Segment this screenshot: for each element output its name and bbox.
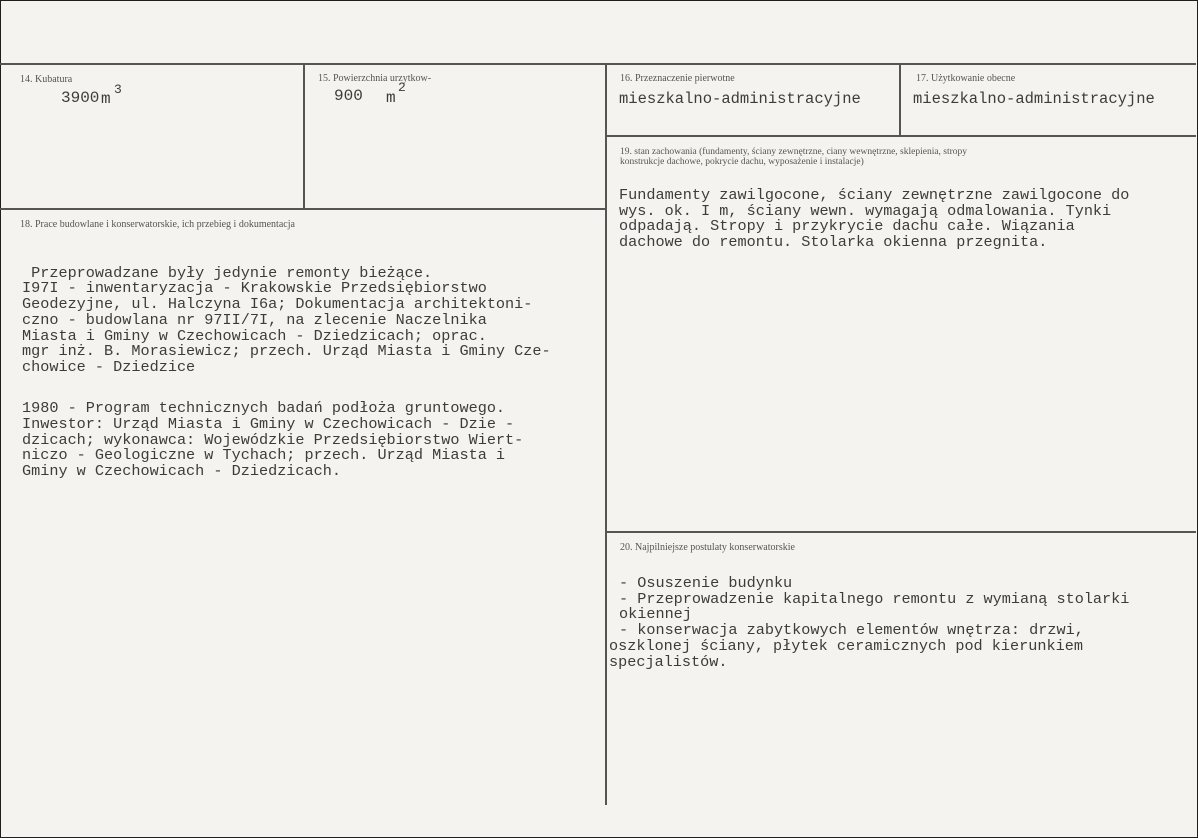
field-18-line: 1980 - Program technicznych badań podłoża gruntowego. bbox=[22, 399, 506, 418]
field-18-line: niczo - Geologiczne w Tychach; przech. Urząd Miasta i bbox=[22, 446, 506, 465]
field-15-value: 900 bbox=[334, 87, 363, 105]
field-18-line: Gminy w Czechowicach - Dziedzicach. bbox=[22, 462, 341, 481]
field-17-label: 17. Użytkowanie obecne bbox=[916, 73, 1016, 84]
field-20-line: - Osuszenie budynku bbox=[619, 573, 793, 592]
field-19-line: dachowe do remontu. Stolarka okienna przegnita. bbox=[619, 233, 1048, 252]
field-17-value: mieszkalno-administracyjne bbox=[913, 90, 1155, 108]
field-14-value: 3900 bbox=[61, 89, 100, 107]
field-18-line: I97I - inwentaryzacja - Krakowskie Przedsiębiorstwo bbox=[22, 279, 487, 298]
field-14-label: 14. Kubatura bbox=[20, 74, 73, 85]
field-20-line: okiennej bbox=[619, 605, 692, 624]
field-18-line: chowice - Dziedzice bbox=[22, 357, 196, 376]
field-18-line: mgr inż. B. Morasiewicz; przech. Urząd Miasta i Gminy Cze- bbox=[22, 342, 551, 361]
field-18-line: Geodezyjne, ul. Halczyna I6a; Dokumentacja architektoni- bbox=[22, 295, 533, 314]
row1-bottom-rule-right bbox=[606, 135, 1196, 137]
field-20-line: - Przeprowadzenie kapitalnego remontu z wymianą stolarki bbox=[619, 589, 1130, 608]
field-15-unit-exponent: 2 bbox=[398, 80, 406, 95]
field-18-line: czno - budowlana nr 97II/7I, na zlecenie Naczelnika bbox=[22, 310, 487, 329]
section-20-rule bbox=[606, 531, 1196, 533]
main-divider bbox=[605, 63, 607, 805]
top-rule bbox=[0, 63, 1196, 65]
field-16-label: 16. Przeznaczenie pierwotne bbox=[620, 73, 735, 84]
field-15-unit: m bbox=[386, 89, 396, 107]
field-18-line: Inwestor: Urząd Miasta i Gminy w Czechowicach - Dzie - bbox=[22, 415, 515, 434]
field-19-line: wys. ok. I m, ściany wewn. wymagają odmalowania. Tynki bbox=[619, 201, 1112, 220]
field-20-label: 20. Najpilniejsze postulaty konserwatorskie bbox=[620, 542, 795, 553]
field-19-line: odpadają. Stropy i przykrycie dachu całe. Wiązania bbox=[619, 217, 1075, 236]
field-18-line: Miasta i Gminy w Czechowicach - Dziedzicach; oprac. bbox=[22, 326, 487, 345]
divider-16-17 bbox=[899, 63, 901, 136]
field-20-line: oszklonej ściany, płytek ceramicznych pod kierunkiem bbox=[609, 636, 1083, 655]
field-19-label-line2: konstrukcje dachowe, pokrycie dachu, wyposażenie i instalacje) bbox=[620, 157, 864, 167]
field-19-text bbox=[619, 172, 1129, 267]
field-14-unit-exponent: 3 bbox=[114, 82, 122, 97]
field-20-line: specjalistów. bbox=[609, 652, 728, 671]
field-18-text bbox=[22, 250, 551, 496]
field-19-line: Fundamenty zawilgocone, ściany zewnętrzne zawilgocone do bbox=[619, 185, 1130, 204]
field-16-value: mieszkalno-administracyjne bbox=[619, 90, 861, 108]
field-18-label: 18. Prace budowlane i konserwatorskie, ich przebieg i dokumentacja bbox=[20, 219, 295, 230]
divider-14-15 bbox=[303, 63, 305, 209]
field-18-line: dzicach; wykonawca: Wojewódzkie Przedsiębiorstwo Wiert- bbox=[22, 430, 524, 449]
field-14-unit: m bbox=[101, 90, 111, 108]
field-18-line bbox=[22, 376, 551, 392]
field-18-line: Przeprowadzane były jedynie remonty bieżące. bbox=[22, 263, 433, 282]
field-20-line: - konserwacja zabytkowych elementów wnętrza: drzwi, bbox=[619, 621, 1084, 640]
field-15-label: 15. Powierzchnia urzytkow- bbox=[318, 73, 432, 84]
field-19-label-line1: 19. stan zachowania (fundamenty, ściany zewnętrzne, ciany wewnętrzne, sklepienia, stropy bbox=[620, 147, 968, 157]
field-20-text bbox=[609, 560, 1129, 686]
